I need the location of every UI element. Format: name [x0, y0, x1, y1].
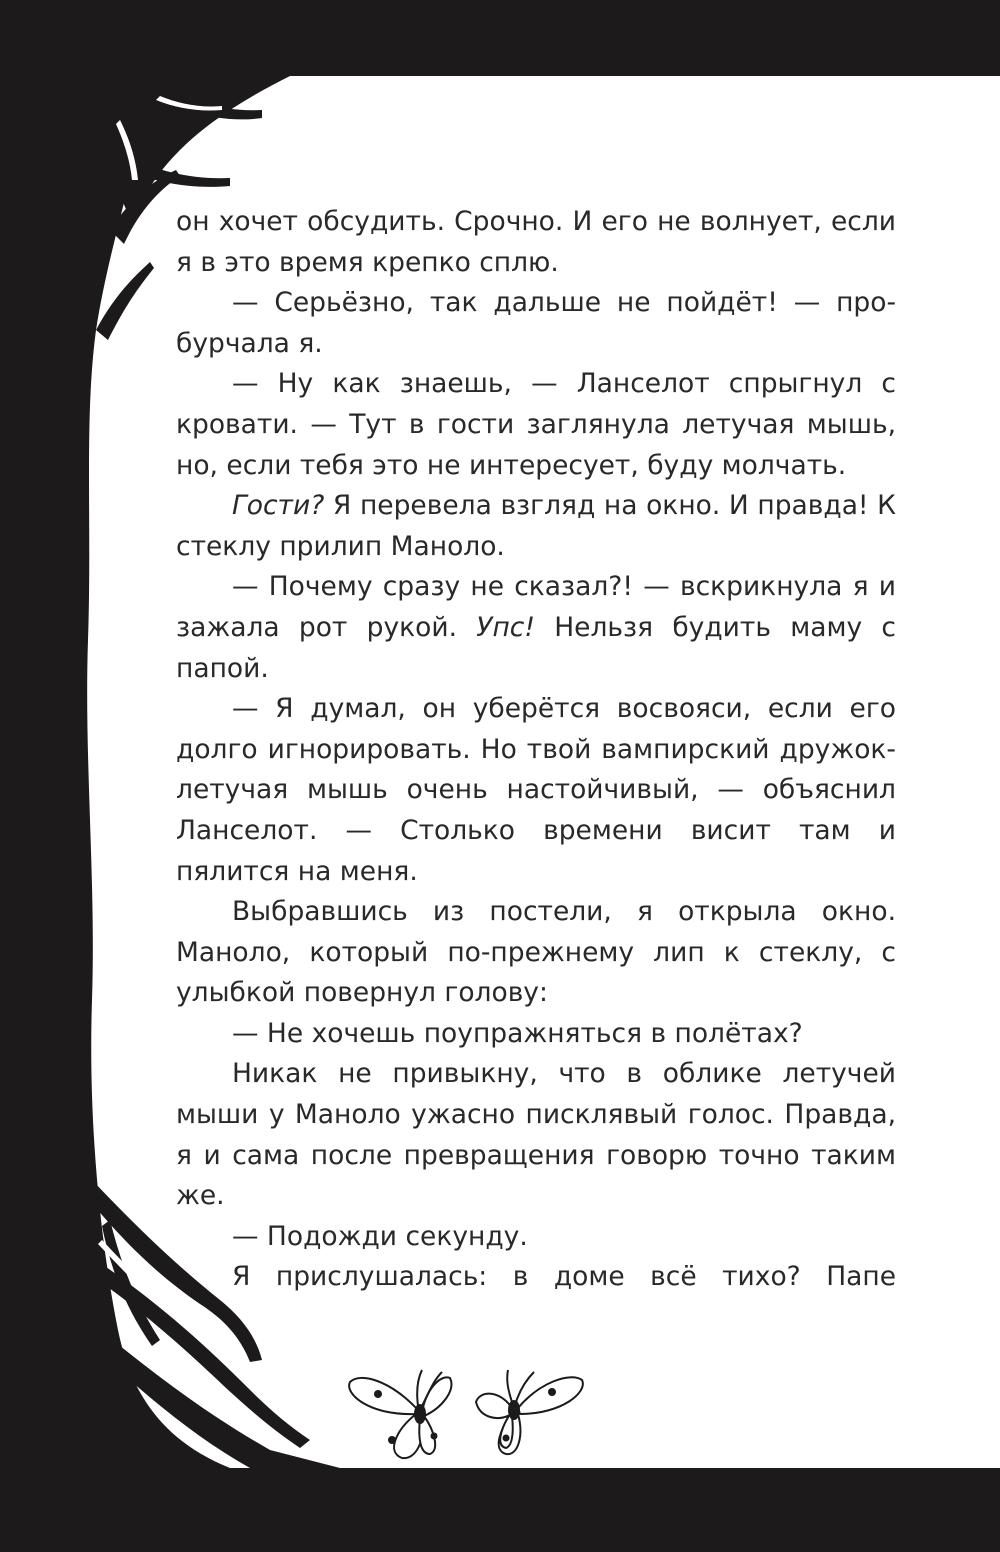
paragraph — [176, 892, 896, 1014]
paragraph — [176, 567, 896, 689]
paragraph — [176, 364, 896, 486]
text-segment: — Ну как знаешь, — Ланселот спрыгнул с кровати. — Тут в гости заглянула летучая мышь, но, если тебя это не интересует, буду молчать. — [176, 368, 896, 481]
text-segment: Выбравшись из постели, я открыла окно. Маноло, который по-прежнему лип к стеклу, с улыбкой повернул голову: — [176, 896, 896, 1009]
text-segment: он хочет обсудить. Срочно. И его не волнует, если я в это время крепко сплю. — [176, 206, 896, 278]
text-segment: — Не хочешь поупражняться в полётах? — [232, 1017, 803, 1049]
paragraph — [176, 486, 896, 567]
text-segment: — Подожди секунду. — [232, 1220, 528, 1252]
moth-icon — [476, 1370, 583, 1454]
paragraph — [176, 1257, 896, 1298]
text-segment: — Почему сразу не сказал?! — вскрикнула я и зажала рот рукой. — [176, 571, 896, 643]
moth-icon — [349, 1370, 451, 1458]
italic-text: Гости? — [232, 490, 325, 522]
text-segment: Нельзя будить маму с папой. — [176, 611, 896, 684]
text-segment: — Серьёзно, так дальше не пойдёт! — пробурчала я. — [176, 287, 896, 359]
text-segment: Я перевела взгляд на окно. И правда! К стеклу прилип Маноло. — [176, 490, 896, 562]
paragraph — [176, 283, 896, 364]
paragraph — [176, 1054, 896, 1216]
text-segment: Я прислушалась: в доме всё тихо? Папе — [232, 1261, 896, 1293]
italic-text: Упс! — [476, 611, 535, 643]
text-segment: Никак не привыкну, что в облике летучей мыши у Маноло ужасно писклявый голос. Правда, я и сама после превращения говорю точно таким же. — [176, 1058, 896, 1212]
moths-illustration — [330, 1350, 600, 1468]
paragraph — [176, 1014, 896, 1055]
paragraph — [176, 202, 896, 283]
body-text — [176, 202, 896, 1298]
paragraph — [176, 689, 896, 892]
paragraph — [176, 1217, 896, 1258]
text-segment: — Я думал, он уберётся восвояси, если его долго игнорировать. Но твой вампирский дружок-летучая мышь очень настойчивый, — объяснил Ланселот. — Столько времени висит там и пялится на меня. — [176, 693, 896, 887]
